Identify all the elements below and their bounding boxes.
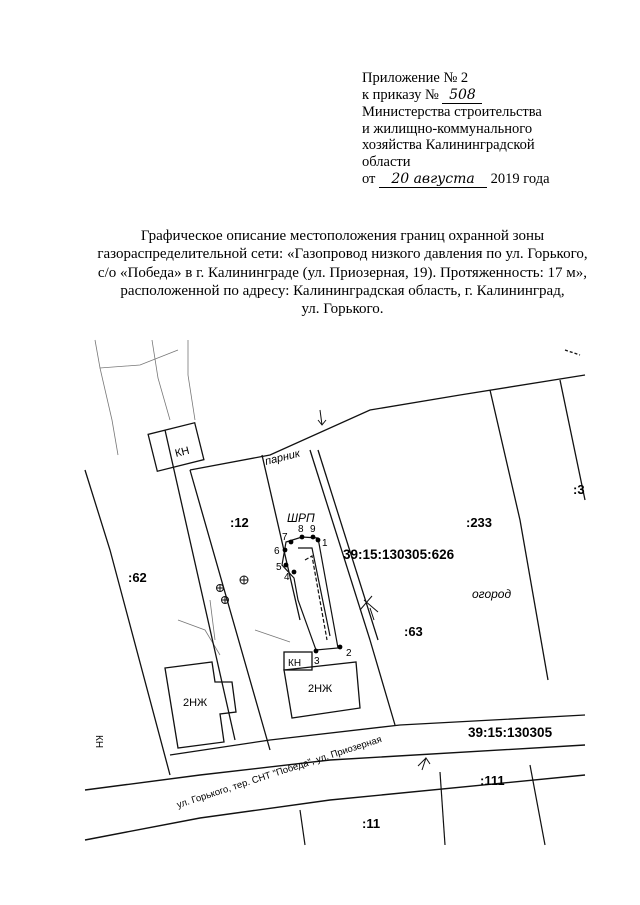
title-line-1: Графическое описание местоположения границ охранной зоны — [140, 228, 545, 244]
vertex-label-2: 2 — [346, 648, 352, 659]
direction-arrow-top — [318, 410, 326, 425]
buildings — [148, 423, 360, 748]
vertex-label-5: 5 — [276, 562, 282, 573]
ministry-line-3: хозяйства Калининградской — [362, 137, 535, 154]
vertex-6 — [283, 548, 288, 553]
vertex-9 — [311, 535, 316, 540]
direction-arrow-road — [418, 758, 430, 770]
parcel-63-east — [490, 390, 548, 680]
shrp-label: ШРП — [287, 511, 315, 525]
southern-parcels — [300, 765, 545, 845]
parcel-63-label: :63 — [404, 624, 423, 639]
title-line-5: ул. Горького. — [301, 301, 384, 318]
parcel-233-label: :233 — [466, 515, 493, 530]
left-strip-west — [85, 470, 170, 775]
vertex-1 — [316, 538, 321, 543]
edge-dashed — [565, 350, 580, 355]
cadastral-block-label: 39:15:130305 — [468, 725, 553, 740]
vertex-2 — [338, 645, 343, 650]
terrain-contours — [95, 340, 290, 655]
vertex-label-1: 1 — [322, 538, 328, 549]
title-line-2: газораспределительной сети: «Газопровод низкого давления по ул. Горького, — [97, 246, 588, 263]
gas-markers — [217, 410, 431, 770]
vertex-label-9: 9 — [310, 524, 316, 535]
parcel-12-label: :12 — [230, 515, 249, 530]
map-labels — [93, 445, 585, 831]
road-south-edge — [85, 775, 585, 840]
vertex-4 — [292, 570, 297, 575]
vertex-5 — [284, 563, 289, 568]
vertex-3 — [314, 649, 319, 654]
vertex-label-4: 4 — [284, 572, 290, 583]
parcel-111-label: :111 — [480, 773, 505, 788]
date-suffix: 2019 года — [490, 170, 550, 187]
parcel-63-south — [370, 640, 395, 725]
date-prefix: от — [362, 170, 376, 187]
ogorod-label: огород — [472, 587, 512, 601]
kn-top-label: КН — [173, 444, 191, 460]
street-label: ул. Горького, тер. СНТ "Победа", ул. Приозерная — [175, 734, 384, 811]
parcel-62-label: :62 — [128, 570, 147, 585]
ministry-line-2: и жилищно-коммунального — [362, 120, 533, 137]
vertex-label-7: 7 — [282, 532, 288, 543]
parnik-label: парник — [263, 447, 302, 468]
parcel-edge-label: :3 — [573, 482, 585, 497]
vertex-label-8: 8 — [298, 524, 304, 535]
pipeline-inner — [298, 548, 330, 636]
parcel-626-west — [262, 455, 300, 620]
parcel-11-label: :11 — [362, 816, 381, 831]
ministry-line-4: области — [362, 153, 411, 170]
house-left-label: 2НЖ — [183, 697, 208, 709]
kn-mid-label: КН — [288, 658, 302, 669]
kn-side-label: КН — [93, 735, 104, 749]
vertex-label-6: 6 — [274, 546, 280, 557]
order-number: 508 — [442, 87, 482, 105]
house-mid-label: 2НЖ — [308, 683, 333, 695]
left-strip-east — [165, 430, 235, 740]
order-prefix: к приказу № — [362, 86, 439, 103]
protection-zone — [282, 537, 338, 650]
vertex-8 — [300, 535, 305, 540]
appendix-number: Приложение № 2 — [362, 70, 469, 86]
ministry-line-1: Министерства строительства — [362, 104, 542, 121]
vertex-label-3: 3 — [314, 656, 320, 667]
vertex-7 — [289, 540, 294, 545]
cadastral-626-label: 39:15:130305:626 — [343, 547, 455, 562]
date-handwritten: 20 августа — [379, 171, 487, 189]
title-line-3: с/о «Победа» в г. Калининграде (ул. Приозерная, 19). Протяженность: 17 м», — [97, 264, 588, 281]
title-line-4: расположенной по адресу: Калининградская область, г. Калининград, — [120, 282, 565, 299]
north-boundary — [190, 375, 585, 470]
